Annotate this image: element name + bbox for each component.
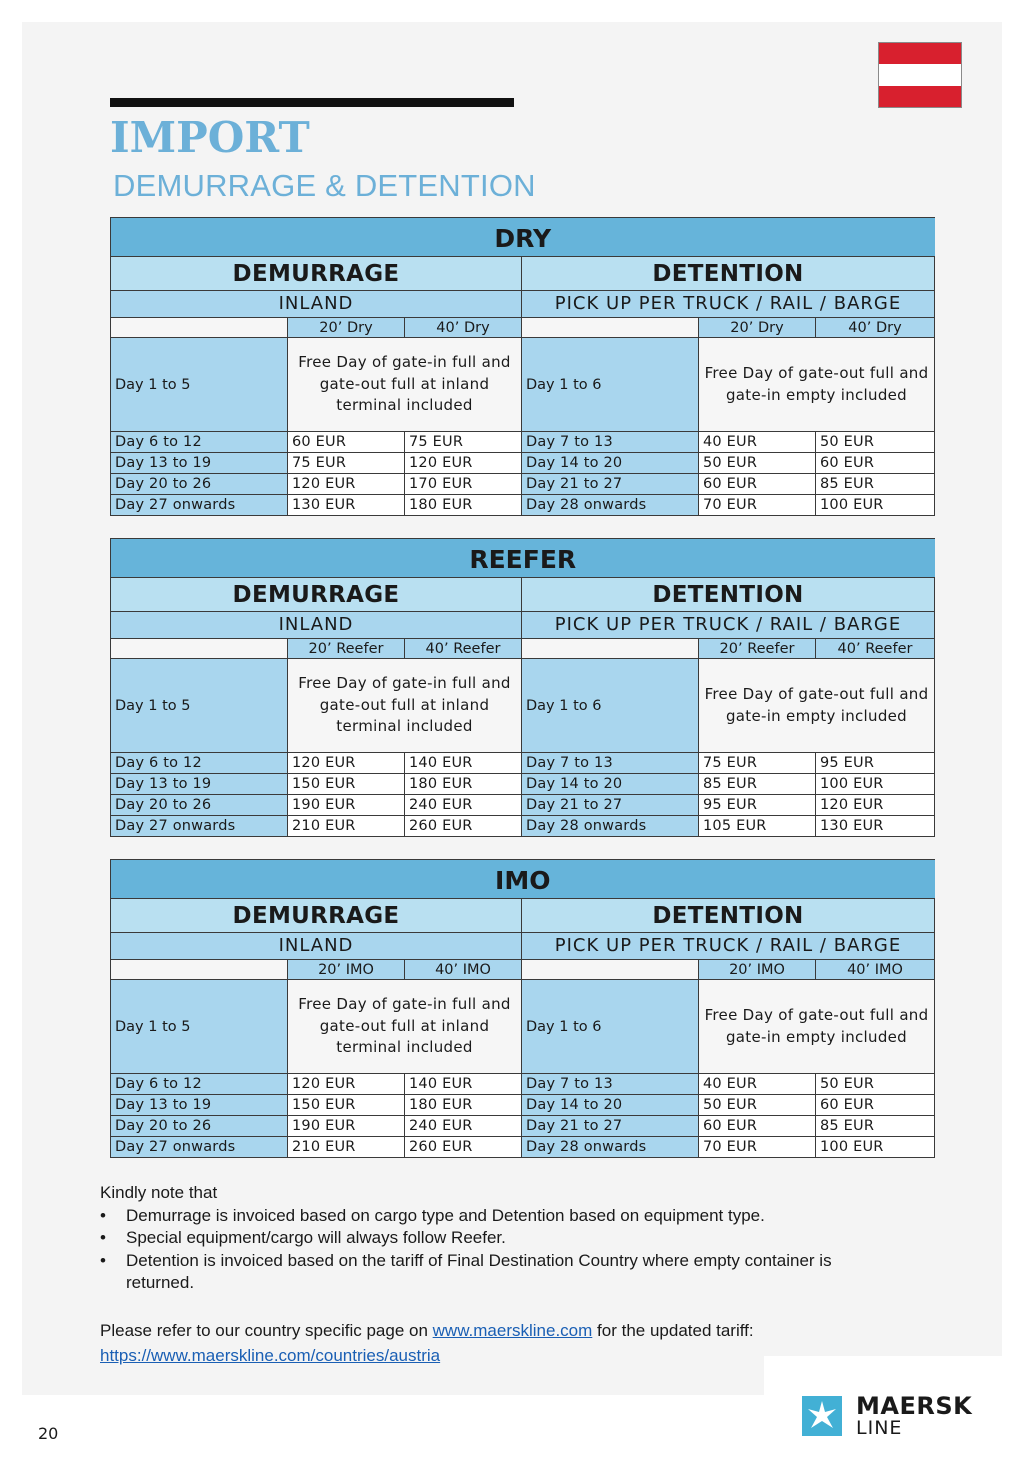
day-range: Day 20 to 26 (111, 474, 288, 495)
rate-cell: 60 EUR (288, 432, 405, 453)
rate-cell: 105 EUR (699, 816, 816, 837)
day-range: Day 7 to 13 (522, 753, 699, 774)
imo-table (110, 859, 935, 1158)
rate-cell: 210 EUR (288, 1137, 405, 1158)
free-period-label: Day 1 to 6 (522, 659, 699, 753)
col-header-40: 40’ Reefer (405, 639, 522, 659)
rate-cell: 75 EUR (405, 432, 522, 453)
day-range: Day 13 to 19 (111, 774, 288, 795)
rate-cell: 130 EUR (288, 495, 405, 516)
free-period-label: Day 1 to 6 (522, 338, 699, 432)
notes-block (100, 1182, 860, 1295)
rate-cell: 50 EUR (816, 1074, 935, 1095)
col-header-20: 20’ IMO (288, 960, 405, 980)
rate-cell: 100 EUR (816, 774, 935, 795)
day-range: Day 21 to 27 (522, 474, 699, 495)
free-period-label: Day 1 to 5 (111, 980, 288, 1074)
section-title: DRY (111, 218, 935, 257)
rate-cell: 260 EUR (405, 1137, 522, 1158)
note-item: • Demurrage is invoiced based on cargo type and Detention based on equipment type. (100, 1205, 860, 1228)
free-period-text: Free Day of gate-in full and gate-out full at inland terminal included (288, 659, 522, 753)
detention-subheader: PICK UP PER TRUCK / RAIL / BARGE (522, 933, 935, 960)
rate-cell: 210 EUR (288, 816, 405, 837)
rate-cell: 40 EUR (699, 1074, 816, 1095)
day-range: Day 13 to 19 (111, 453, 288, 474)
rate-cell: 140 EUR (405, 753, 522, 774)
col-header-40: 40’ IMO (816, 960, 935, 980)
free-period-label: Day 1 to 5 (111, 338, 288, 432)
col-header-40: 40’ Dry (816, 318, 935, 338)
day-range: Day 6 to 12 (111, 432, 288, 453)
day-range: Day 7 to 13 (522, 1074, 699, 1095)
free-period-text: Free Day of gate-in full and gate-out full at inland terminal included (288, 980, 522, 1074)
demurrage-subheader: INLAND (111, 291, 522, 318)
day-range: Day 6 to 12 (111, 753, 288, 774)
reefer-table (110, 538, 935, 837)
detention-header: DETENTION (522, 578, 935, 612)
rate-cell: 50 EUR (699, 1095, 816, 1116)
col-header-40: 40’ Reefer (816, 639, 935, 659)
demurrage-header: DEMURRAGE (111, 578, 522, 612)
day-range: Day 28 onwards (522, 816, 699, 837)
detention-subheader: PICK UP PER TRUCK / RAIL / BARGE (522, 612, 935, 639)
col-header-20: 20’ Reefer (699, 639, 816, 659)
col-header-20: 20’ Dry (288, 318, 405, 338)
col-header-20: 20’ Reefer (288, 639, 405, 659)
day-range: Day 13 to 19 (111, 1095, 288, 1116)
demurrage-subheader: INLAND (111, 933, 522, 960)
rate-cell: 60 EUR (699, 1116, 816, 1137)
rate-cell: 120 EUR (816, 795, 935, 816)
free-period-text: Free Day of gate-in full and gate-out full at inland terminal included (288, 338, 522, 432)
rate-cell: 70 EUR (699, 495, 816, 516)
rate-cell: 50 EUR (699, 453, 816, 474)
day-range: Day 20 to 26 (111, 795, 288, 816)
rate-cell: 190 EUR (288, 1116, 405, 1137)
blank-cell (111, 639, 288, 659)
notes-intro: Kindly note that (100, 1183, 218, 1202)
rate-cell: 190 EUR (288, 795, 405, 816)
rate-cell: 75 EUR (288, 453, 405, 474)
maersk-star-icon (802, 1396, 842, 1436)
blank-cell (111, 960, 288, 980)
refer-suffix: for the updated tariff: (597, 1321, 754, 1340)
day-range: Day 14 to 20 (522, 774, 699, 795)
free-period-text: Free Day of gate-out full and gate-in empty included (699, 980, 935, 1074)
rate-cell: 95 EUR (699, 795, 816, 816)
blank-cell (522, 639, 699, 659)
col-header-20: 20’ Dry (699, 318, 816, 338)
rate-cell: 85 EUR (699, 774, 816, 795)
notes-list (100, 1205, 860, 1295)
rate-cell: 75 EUR (699, 753, 816, 774)
rate-cell: 60 EUR (699, 474, 816, 495)
rate-cell: 100 EUR (816, 1137, 935, 1158)
day-range: Day 27 onwards (111, 1137, 288, 1158)
section-title: IMO (111, 860, 935, 899)
maerskline-link[interactable]: www.maerskline.com (432, 1321, 593, 1340)
austria-flag-icon (878, 42, 962, 108)
rate-cell: 85 EUR (816, 1116, 935, 1137)
rate-cell: 60 EUR (816, 453, 935, 474)
rate-cell: 95 EUR (816, 753, 935, 774)
rate-cell: 180 EUR (405, 1095, 522, 1116)
rate-cell: 120 EUR (405, 453, 522, 474)
day-range: Day 6 to 12 (111, 1074, 288, 1095)
rate-cell: 150 EUR (288, 774, 405, 795)
rate-cell: 100 EUR (816, 495, 935, 516)
rate-cell: 150 EUR (288, 1095, 405, 1116)
rate-cell: 140 EUR (405, 1074, 522, 1095)
col-header-20: 20’ IMO (699, 960, 816, 980)
day-range: Day 28 onwards (522, 495, 699, 516)
page-subtitle: DEMURRAGE & DETENTION (113, 168, 536, 203)
refer-prefix: Please refer to our country specific page on (100, 1321, 428, 1340)
logo-sub: LINE (856, 1417, 903, 1439)
day-range: Day 27 onwards (111, 495, 288, 516)
section-title: REEFER (111, 539, 935, 578)
day-range: Day 27 onwards (111, 816, 288, 837)
blank-cell (522, 960, 699, 980)
page-title: IMPORT (110, 113, 310, 162)
rate-cell: 85 EUR (816, 474, 935, 495)
rate-cell: 240 EUR (405, 795, 522, 816)
page-number: 20 (38, 1424, 59, 1443)
demurrage-header: DEMURRAGE (111, 899, 522, 933)
blank-cell (111, 318, 288, 338)
free-period-text: Free Day of gate-out full and gate-in empty included (699, 659, 935, 753)
note-item: • Special equipment/cargo will always follow Reefer. (100, 1227, 860, 1250)
rate-cell: 40 EUR (699, 432, 816, 453)
day-range: Day 7 to 13 (522, 432, 699, 453)
detention-subheader: PICK UP PER TRUCK / RAIL / BARGE (522, 291, 935, 318)
day-range: Day 21 to 27 (522, 1116, 699, 1137)
rate-cell: 120 EUR (288, 753, 405, 774)
refer-block (100, 1318, 880, 1368)
day-range: Day 28 onwards (522, 1137, 699, 1158)
rate-cell: 50 EUR (816, 432, 935, 453)
rate-cell: 240 EUR (405, 1116, 522, 1137)
rate-cell: 60 EUR (816, 1095, 935, 1116)
rate-cell: 180 EUR (405, 495, 522, 516)
demurrage-header: DEMURRAGE (111, 257, 522, 291)
rate-cell: 120 EUR (288, 1074, 405, 1095)
rate-cell: 120 EUR (288, 474, 405, 495)
free-period-text: Free Day of gate-out full and gate-in empty included (699, 338, 935, 432)
day-range: Day 21 to 27 (522, 795, 699, 816)
free-period-label: Day 1 to 6 (522, 980, 699, 1074)
title-rule (110, 98, 514, 107)
col-header-40: 40’ IMO (405, 960, 522, 980)
detention-header: DETENTION (522, 899, 935, 933)
austria-page-link[interactable]: https://www.maerskline.com/countries/austria (100, 1346, 441, 1365)
rate-cell: 180 EUR (405, 774, 522, 795)
demurrage-subheader: INLAND (111, 612, 522, 639)
dry-table (110, 217, 935, 516)
day-range: Day 20 to 26 (111, 1116, 288, 1137)
logo-brand: MAERSK (856, 1392, 973, 1420)
free-period-label: Day 1 to 5 (111, 659, 288, 753)
rate-cell: 70 EUR (699, 1137, 816, 1158)
rate-cell: 170 EUR (405, 474, 522, 495)
day-range: Day 14 to 20 (522, 1095, 699, 1116)
rate-cell: 260 EUR (405, 816, 522, 837)
note-item: • Detention is invoiced based on the tariff of Final Destination Country where empty container is returned. (100, 1250, 860, 1295)
detention-header: DETENTION (522, 257, 935, 291)
col-header-40: 40’ Dry (405, 318, 522, 338)
day-range: Day 14 to 20 (522, 453, 699, 474)
blank-cell (522, 318, 699, 338)
rate-cell: 130 EUR (816, 816, 935, 837)
